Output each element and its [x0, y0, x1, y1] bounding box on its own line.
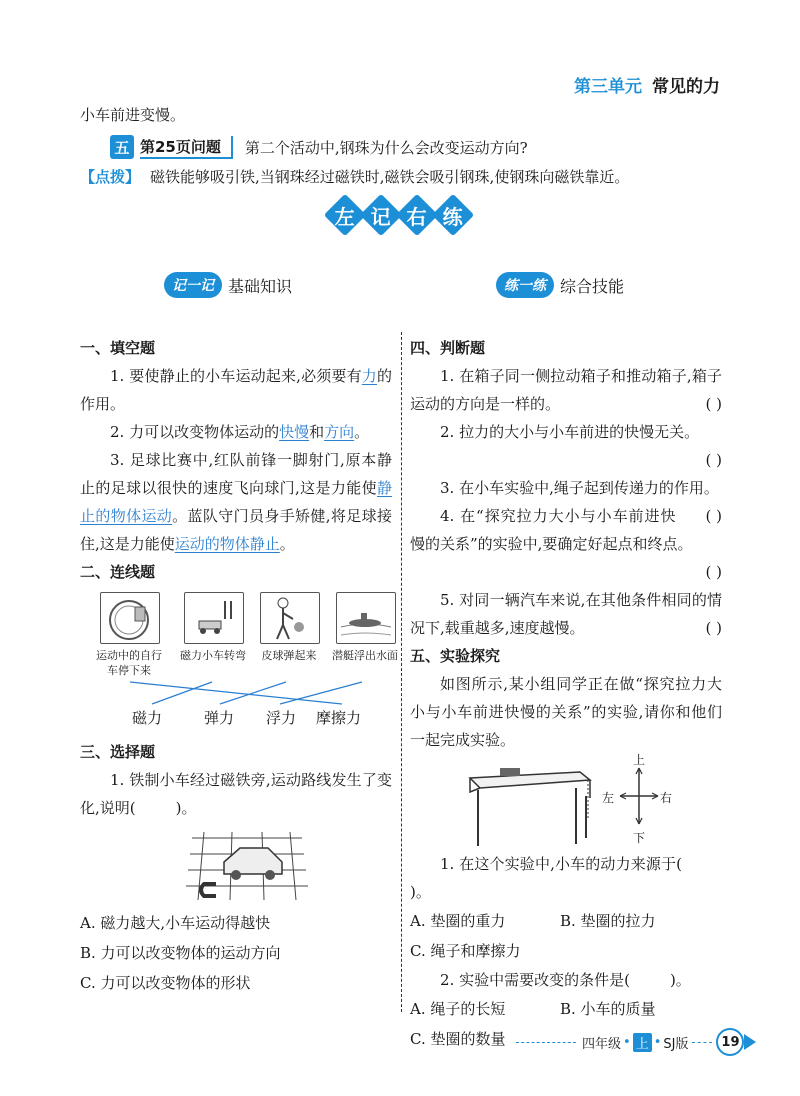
unit-header [574, 72, 720, 97]
judge-item: 1. 在箱子同一侧拉动箱子和推动箱子,箱子运动的方向是一样的。 ( ) [410, 362, 722, 418]
picture-label: 磁力小车转弯 [180, 649, 246, 662]
tag-text: 综合技能 [560, 276, 625, 296]
banner-char: 练 [432, 194, 474, 236]
answer-paren: ( ) [705, 451, 722, 469]
answer-text: 运动的物体静止 [174, 535, 280, 553]
answer-paren: ( ) [705, 619, 722, 637]
choice-section-title: 三、选择题 [80, 743, 156, 761]
car-magnet-figure [80, 822, 392, 908]
footer-term: 上 [633, 1033, 652, 1052]
answer-paren: ( ) [705, 395, 722, 413]
intro-line: 小车前进变慢。 [80, 106, 186, 124]
choice-question-1: 1. 铁制小车经过磁铁旁,运动路线发生了变化,说明( )。 [80, 771, 392, 817]
footer-edition: SJ版 [663, 1036, 689, 1052]
fill-question-1: 1. 要使静止的小车运动起来,必须要有力的作用。 [80, 367, 392, 413]
choice-option: B. 垫圈的拉力 [560, 912, 656, 930]
judge-section-title: 四、判断题 [410, 339, 486, 357]
banner-char: 右 [396, 194, 438, 236]
force-label: 摩擦力 [316, 709, 362, 727]
tag-pill: 练一练 [496, 272, 554, 298]
experiment-question-2: 2. 实验中需要改变的条件是( )。 [440, 971, 691, 989]
footer-dash [516, 1042, 576, 1043]
answer-text: 方向 [324, 423, 355, 441]
question-page-title: 第25页问题 [140, 136, 233, 159]
tag-text: 基础知识 [228, 276, 293, 296]
picture-label: 潜艇浮出水面 [332, 649, 398, 662]
answer-text: 力 [361, 367, 377, 385]
experiment-intro: 如图所示,某小组同学正在做“探究拉力大小与小车前进快慢的关系”的实验,请你和他们一起完成实验。 [410, 675, 722, 749]
choice-option: A. 磁力越大,小车运动得越快 [80, 914, 271, 932]
column-divider [401, 332, 402, 1012]
hint-text: 磁铁能够吸引铁,当钢珠经过磁铁时,磁铁会吸引钢珠,使钢珠向磁铁靠近。 [150, 168, 630, 186]
match-section-title: 二、连线题 [80, 563, 156, 581]
choice-option: C. 绳子和摩擦力 [410, 942, 521, 960]
choice-option: B. 力可以改变物体的运动方向 [80, 944, 281, 962]
compass-left: 左 [602, 791, 615, 805]
skills-tag [496, 272, 624, 298]
footer-dash [692, 1042, 712, 1043]
page-arrow-icon [744, 1034, 756, 1050]
right-column [410, 334, 722, 1054]
question-five-row [110, 134, 528, 160]
answer-text: 快慢 [279, 423, 310, 441]
force-label: 磁力 [132, 709, 163, 727]
fill-question-2: 2. 力可以改变物体运动的快慢和方向。 [110, 423, 370, 441]
question-text: 第二个活动中,钢珠为什么会改变运动方向? [244, 138, 528, 157]
option-row [410, 906, 722, 936]
page-footer: 四年级 • 上 • SJ版 19 [516, 1028, 756, 1056]
choice-option: B. 小车的质量 [560, 1000, 656, 1018]
judge-item: 5. 对同一辆汽车来说,在其他条件相同的情况下,载重越多,速度越慢。 ( ) [410, 586, 722, 642]
choice-option: A. 绳子的长短 [410, 1000, 506, 1018]
section-banner [330, 200, 468, 230]
compass-right: 右 [660, 791, 673, 805]
car-magnet-icon [184, 828, 310, 908]
match-line [220, 682, 286, 704]
left-column [80, 334, 398, 998]
footer-grade: 四年级 [582, 1036, 622, 1052]
compass-down: 下 [633, 831, 646, 845]
direction-compass [602, 753, 673, 845]
choice-option: C. 垫圈的数量 [410, 1030, 506, 1048]
answer-paren: ( ) [705, 563, 722, 581]
unit-title: 常见的力 [652, 77, 720, 97]
hint-label: 【点拨】 [80, 168, 141, 186]
answer-paren: ( ) [705, 507, 722, 525]
picture-label: 皮球弹起来 [261, 649, 317, 662]
force-label: 弹力 [204, 709, 235, 727]
choice-option: C. 力可以改变物体的形状 [80, 974, 251, 992]
basic-knowledge-tag [164, 272, 292, 298]
experiment-figure [410, 754, 722, 850]
matching-exercise [80, 588, 398, 738]
fill-section-title: 一、填空题 [80, 339, 156, 357]
judge-item: 3. 在小车实验中,绳子起到传递力的作用。 ( ) [410, 474, 722, 502]
answer-text: 静止的物体运动 [80, 479, 392, 525]
banner-char: 记 [360, 194, 402, 236]
page-number: 19 [716, 1028, 744, 1056]
hint-row [80, 166, 629, 187]
unit-number: 第三单元 [574, 77, 642, 97]
question-badge: 五 [110, 135, 134, 159]
compass-up: 上 [633, 753, 646, 767]
fill-question-3: 3. 足球比赛中,红队前锋一脚射门,原本静止的足球以很快的速度飞向球门,这是力能使静止的物体运动。蓝队守门员身手矫健,将足球接住,这是力能使运动的物体静止。 [80, 451, 392, 553]
choice-option: A. 垫圈的重力 [410, 912, 506, 930]
judge-item: 2. 拉力的大小与小车前进的快慢无关。 [440, 423, 700, 441]
banner-char: 左 [324, 194, 366, 236]
picture-label: 运动中的自行车停下来 [96, 649, 162, 677]
table-cart-icon [460, 758, 600, 848]
option-row [410, 994, 722, 1024]
match-line [280, 682, 362, 704]
tag-pill: 记一记 [164, 272, 222, 298]
experiment-question-1: 1. 在这个实验中,小车的动力来源于()。 [410, 855, 682, 901]
experiment-section-title: 五、实验探究 [410, 647, 501, 665]
judge-item: 4. 在“探究拉力大小与小车前进快慢的关系”的实验中,要确定好起点和终点。 [410, 507, 693, 553]
force-label: 浮力 [266, 709, 297, 727]
